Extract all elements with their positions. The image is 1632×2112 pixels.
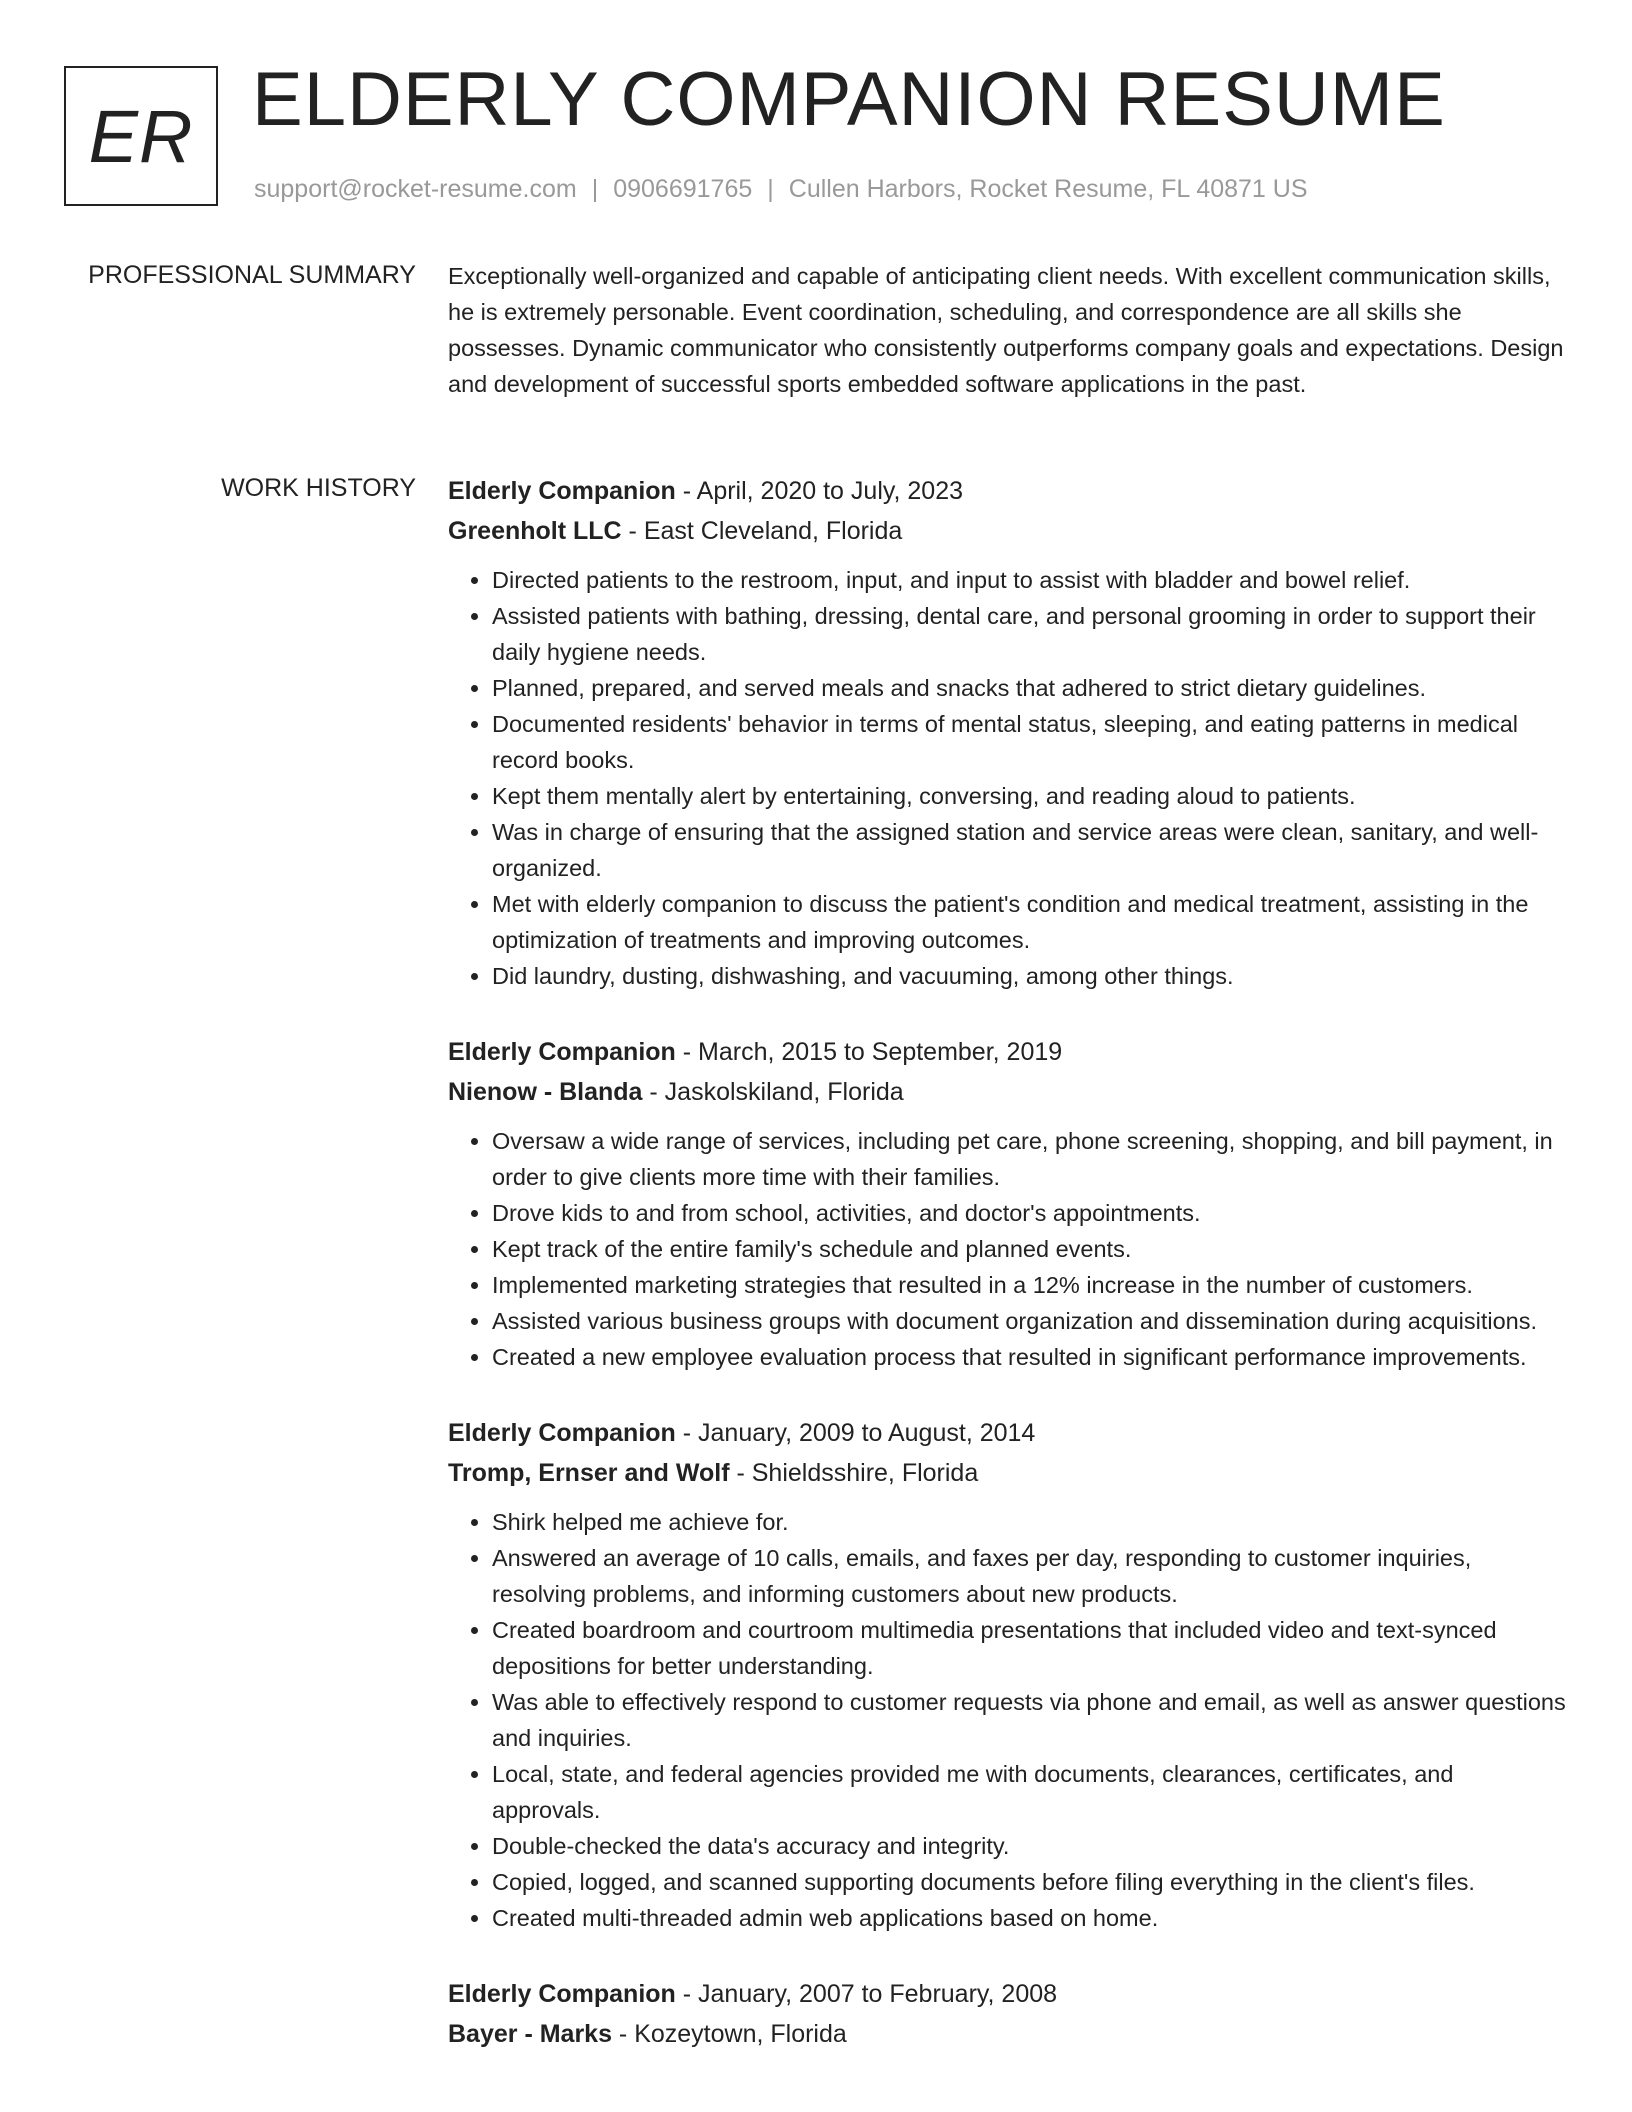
contact-email[interactable]: support@rocket-resume.com bbox=[254, 175, 577, 203]
summary-text: Exceptionally well-organized and capable of anticipating client needs. With excellent communication skills, he is extremely personable. Event coordination, scheduling, and correspondence are all skills she possesses. Dynamic communicator who consistently outperforms company goals and expectations. Design and development of successful sports embedded software applications in the past. bbox=[448, 263, 1564, 397]
job-duty: • Documented residents' behavior in terms of mental status, sleeping, and eating patterns in medical record books. bbox=[492, 706, 1566, 778]
resume-title: ELDERLY COMPANION RESUME bbox=[252, 57, 1446, 142]
job-company-line bbox=[448, 2014, 1566, 2054]
job-company: Greenholt LLC bbox=[448, 517, 622, 545]
job-location: - Jaskolskiland, Florida bbox=[642, 1078, 904, 1106]
job-company: Nienow - Blanda bbox=[448, 1078, 643, 1106]
monogram-logo: ER bbox=[64, 66, 218, 206]
job-duty: • Assisted patients with bathing, dressing, dental care, and personal grooming in order to support their daily hygiene needs. bbox=[492, 598, 1566, 670]
job-title: Elderly Companion bbox=[448, 1980, 676, 2008]
job-entry bbox=[448, 471, 1566, 994]
job-duty: • Copied, logged, and scanned supporting documents before filing everything in the client's files. bbox=[492, 1864, 1566, 1900]
job-duty: • Was able to effectively respond to customer requests via phone and email, as well as answer questions and inquiries. bbox=[492, 1684, 1566, 1756]
job-duty: • Created a new employee evaluation process that resulted in significant performance improvements. bbox=[492, 1339, 1566, 1375]
job-location: - Kozeytown, Florida bbox=[611, 2020, 847, 2048]
summary-heading: PROFESSIONAL SUMMARY bbox=[88, 261, 416, 289]
job-title-line bbox=[448, 471, 1566, 511]
job-duty: • Kept them mentally alert by entertaining, conversing, and reading aloud to patients. bbox=[492, 778, 1566, 814]
job-duty: • Planned, prepared, and served meals and snacks that adhered to strict dietary guidelines. bbox=[492, 670, 1566, 706]
job-location: - East Cleveland, Florida bbox=[621, 517, 903, 545]
job-duty: • Assisted various business groups with document organization and dissemination during acquisitions. bbox=[492, 1303, 1566, 1339]
job-duty: • Was in charge of ensuring that the assigned station and service areas were clean, sanitary, and well-organized. bbox=[492, 814, 1566, 886]
job-duty: • Drove kids to and from school, activities, and doctor's appointments. bbox=[492, 1195, 1566, 1231]
job-duties bbox=[448, 1504, 1566, 1936]
job-company-line bbox=[448, 1453, 1566, 1493]
job-title: Elderly Companion bbox=[448, 477, 676, 505]
job-dates: - January, 2009 to August, 2014 bbox=[675, 1419, 1036, 1447]
job-title-line bbox=[448, 1974, 1566, 2014]
job-dates: - January, 2007 to February, 2008 bbox=[675, 1980, 1058, 2008]
job-entry bbox=[448, 1413, 1566, 1936]
contact-phone[interactable]: 0906691765 bbox=[613, 175, 753, 203]
job-company: Tromp, Ernser and Wolf bbox=[448, 1459, 730, 1487]
contact-separator: | bbox=[767, 175, 774, 203]
job-duty: • Created boardroom and courtroom multimedia presentations that included video and text-synced depositions for better understanding. bbox=[492, 1612, 1566, 1684]
job-duty: • Met with elderly companion to discuss the patient's condition and medical treatment, assisting in the optimization of treatments and improving outcomes. bbox=[492, 886, 1566, 958]
job-company-line bbox=[448, 1072, 1566, 1112]
job-location: - Shieldsshire, Florida bbox=[729, 1459, 979, 1487]
job-duty: • Answered an average of 10 calls, emails, and faxes per day, responding to customer inquiries, resolving problems, and informing customers about new products. bbox=[492, 1540, 1566, 1612]
contact-line bbox=[254, 175, 1308, 204]
job-duty: • Directed patients to the restroom, input, and input to assist with bladder and bowel relief. bbox=[492, 562, 1566, 598]
job-company: Bayer - Marks bbox=[448, 2020, 612, 2048]
job-entry bbox=[448, 1974, 1566, 2054]
job-duty: • Shirk helped me achieve for. bbox=[492, 1504, 1566, 1540]
job-duty: • Local, state, and federal agencies provided me with documents, clearances, certificates, and approvals. bbox=[492, 1756, 1566, 1828]
job-duty: • Implemented marketing strategies that resulted in a 12% increase in the number of customers. bbox=[492, 1267, 1566, 1303]
contact-address: Cullen Harbors, Rocket Resume, FL 40871 US bbox=[788, 175, 1308, 203]
job-duty: • Created multi-threaded admin web applications based on home. bbox=[492, 1900, 1566, 1936]
job-duty: • Double-checked the data's accuracy and integrity. bbox=[492, 1828, 1566, 1864]
job-dates: - April, 2020 to July, 2023 bbox=[675, 477, 964, 505]
work-history-heading: WORK HISTORY bbox=[221, 474, 416, 502]
contact-separator: | bbox=[591, 175, 599, 203]
job-entry bbox=[448, 1032, 1566, 1375]
job-title-line bbox=[448, 1413, 1566, 1453]
job-dates: - March, 2015 to September, 2019 bbox=[675, 1038, 1063, 1066]
job-duties bbox=[448, 562, 1566, 994]
job-title: Elderly Companion bbox=[448, 1038, 676, 1066]
work-history-list bbox=[448, 471, 1566, 2092]
job-title: Elderly Companion bbox=[448, 1419, 676, 1447]
job-duties bbox=[448, 1123, 1566, 1375]
job-duty: • Oversaw a wide range of services, including pet care, phone screening, shopping, and bill payment, in order to give clients more time with their families. bbox=[492, 1123, 1566, 1195]
job-title-line bbox=[448, 1032, 1566, 1072]
job-duty: • Did laundry, dusting, dishwashing, and vacuuming, among other things. bbox=[492, 958, 1566, 994]
job-duty: • Kept track of the entire family's schedule and planned events. bbox=[492, 1231, 1566, 1267]
job-company-line bbox=[448, 511, 1566, 551]
